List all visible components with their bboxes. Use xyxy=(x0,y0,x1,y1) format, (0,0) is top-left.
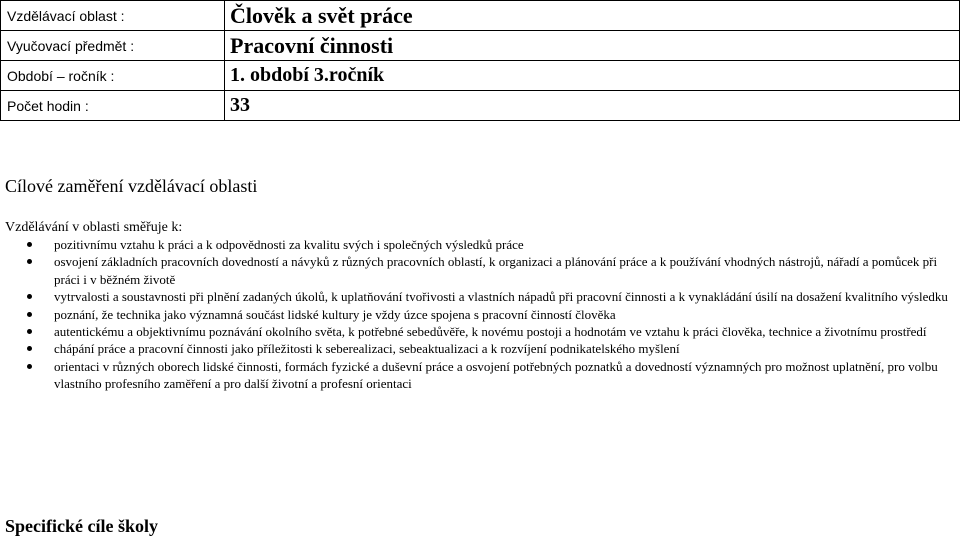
bullet-icon xyxy=(27,364,32,369)
header-row-subject xyxy=(1,31,960,61)
list-item-text: osvojení základních pracovních dovedností a návyků z různých pracovních oblastí, k organizaci a plánování práce a k používání vhodných nástrojů, nářadí a pomůcek při práci i v běžném životě xyxy=(54,254,938,287)
hours-value: 33 xyxy=(225,91,960,121)
list-item xyxy=(0,323,948,340)
bullet-icon xyxy=(27,312,32,317)
list-item xyxy=(0,236,948,253)
section-intro: Vzdělávání v oblasti směřuje k: xyxy=(5,220,183,235)
list-item-text: autentickému a objektivnímu poznávání okolního světa, k potřebné sebedůvěře, k novému postoji a hodnotám ve vztahu k práci člověka, technice a životnímu prostředí xyxy=(54,324,927,340)
header-row-period xyxy=(1,61,960,91)
area-label: Vzdělávací oblast : xyxy=(1,1,225,31)
bullet-icon xyxy=(27,259,32,264)
bullet-icon xyxy=(27,346,32,351)
bullet-icon xyxy=(27,329,32,334)
area-value: Člověk a svět práce xyxy=(225,1,960,31)
header-row-hours xyxy=(1,91,960,121)
header-table xyxy=(0,0,960,121)
subject-value: Pracovní činnosti xyxy=(225,31,960,61)
goals-list xyxy=(0,236,948,393)
list-item xyxy=(0,340,948,357)
specific-goals-title: Specifické cíle školy xyxy=(5,516,158,536)
bullet-icon xyxy=(27,242,32,247)
list-item-text: poznání, že technika jako významná součást lidské kultury je vždy úzce spojena s pracovní činností člověka xyxy=(54,306,616,322)
list-item xyxy=(0,288,948,305)
header-row-area xyxy=(1,1,960,31)
period-value: 1. období 3.ročník xyxy=(225,61,960,91)
bullet-icon xyxy=(27,294,32,299)
list-item-text: vytrvalosti a soustavnosti při plnění zadaných úkolů, k uplatňování tvořivosti a vlastních nápadů při pracovní činnosti a k vynakládání úsilí na dosažení kvalitního výsledku xyxy=(54,289,948,305)
list-item xyxy=(0,253,948,288)
hours-label: Počet hodin : xyxy=(1,91,225,121)
list-item xyxy=(0,358,948,393)
list-item xyxy=(0,306,948,323)
section-title: Cílové zaměření vzdělávací oblasti xyxy=(5,176,258,196)
list-item-text: pozitivnímu vztahu k práci a k odpovědnosti za kvalitu svých i společných výsledků práce xyxy=(54,237,524,252)
list-item-text: chápání práce a pracovní činnosti jako příležitosti k seberealizaci, sebeaktualizaci a k rozvíjení podnikatelského myšlení xyxy=(54,341,680,357)
list-item-text: orientaci v různých oborech lidské činnosti, formách fyzické a duševní práce a osvojení potřebných poznatků a dovedností významných pro možnost uplatnění, pro volbu vlastního profesního zaměření a pro další životní a profesní orientaci xyxy=(54,358,938,392)
subject-label: Vyučovací předmět : xyxy=(1,31,225,61)
period-label: Období – ročník : xyxy=(1,61,225,91)
